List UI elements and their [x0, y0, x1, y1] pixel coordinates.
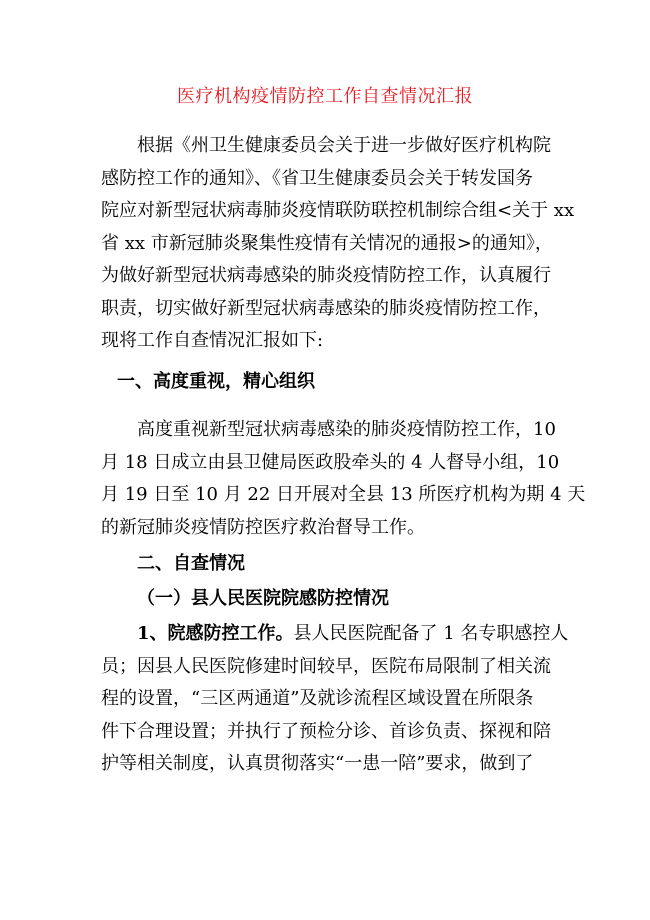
item-1-paragraph [101, 618, 569, 781]
item-1-first-line [101, 618, 569, 651]
section-1-line: 的新冠肺炎疫情防控医疗救治督导工作。 [101, 516, 425, 538]
section-2-heading: 二、自查情况 [137, 553, 245, 574]
item-1-line: 员；因县人民医院修建时间较早，医院布局限制了相关流 [101, 655, 551, 677]
intro-line: 现将工作自查情况汇报如下: [101, 330, 324, 351]
section-1-paragraph [101, 414, 586, 544]
intro-line: 根据《州卫生健康委员会关于进一步做好医疗机构院 [137, 135, 551, 156]
section-1-line: 月 18 日成立由县卫健局医政股牵头的 4 人督导小组，10 [101, 451, 560, 473]
item-1-first-text: 县人民医院配备了 1 名专职感控人 [293, 623, 569, 644]
section-1-line: 高度重视新型冠状病毒感染的肺炎疫情防控工作，10 [137, 419, 556, 440]
subsection-1-heading: （一）县人民医院院感防控情况 [137, 588, 389, 609]
intro-paragraph [101, 130, 575, 358]
intro-line: 职责，切实做好新型冠状病毒感染的肺炎疫情防控工作， [101, 297, 551, 319]
item-1-line: 件下合理设置；并执行了预检分诊、首诊负责、探视和陪 [101, 720, 551, 742]
item-1-label: 1、院感防控工作。 [137, 623, 294, 644]
section-1-heading: 一、高度重视，精心组织 [117, 371, 315, 392]
item-1-line: 程的设置，“三区两通道”及就诊流程区域设置在所限条 [101, 688, 534, 709]
item-1-line: 护等相关制度，认真贯彻落实“一患一陪”要求，做到了 [101, 753, 534, 774]
intro-line: 感防控工作的通知》、《省卫生健康委员会关于转发国务 [101, 167, 533, 189]
intro-line: 为做好新型冠状病毒感染的肺炎疫情防控工作，认真履行 [101, 265, 551, 286]
intro-line: 省 xx 市新冠肺炎聚集性疫情有关情况的通报>的通知》， [101, 232, 553, 254]
document-title: 医疗机构疫情防控工作自查情况汇报 [177, 86, 473, 107]
section-1-line: 月 19 日至 10 月 22 日开展对全县 13 所医疗机构为期 4 天 [101, 484, 586, 505]
intro-line: 院应对新型冠状病毒肺炎疫情联防联控机制综合组<关于 xx [101, 200, 575, 221]
